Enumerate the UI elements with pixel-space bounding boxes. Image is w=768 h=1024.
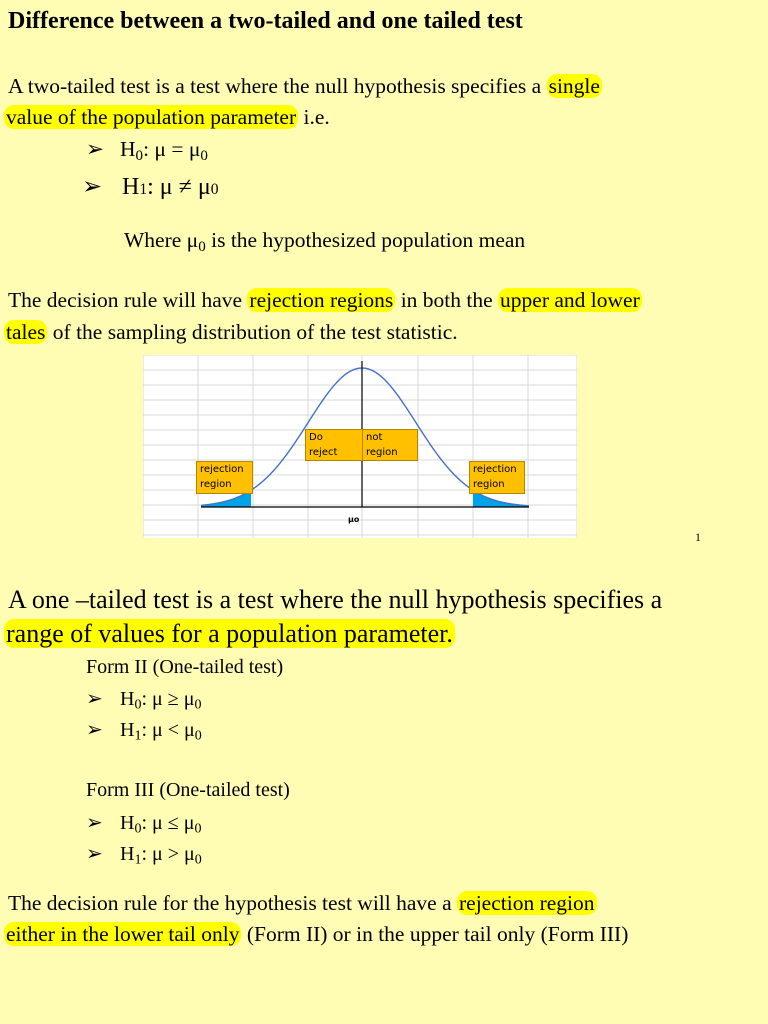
box-text: region [200,479,232,490]
right-rejection-box [469,461,525,494]
rule-text: The decision rule for the hypothesis test will have a [8,891,457,915]
not-region-box [362,429,418,461]
h-letter: H [120,688,135,710]
form3-h0 [86,810,201,838]
box-text: rejection [473,464,517,475]
one-tailed-rule-line1 [8,891,597,916]
mu-subscript: 0 [210,181,219,198]
mu-subscript: 0 [194,697,202,713]
intro-text: A two-tailed test is a test where the null hypothesis specifies a [8,74,547,98]
h-subscript: 1 [134,852,142,868]
mu0-label: μo [348,515,360,524]
rule-text: The decision rule will have [8,288,248,312]
form3-title: Form III (One-tailed test) [86,779,290,801]
highlight-upper-lower: upper and lower [500,288,640,312]
highlight-rejection-regions: rejection regions [249,288,394,312]
form2-title: Form II (One-tailed test) [86,656,284,678]
highlight-single: single [548,74,600,98]
normal-curve-figure [143,355,577,538]
highlight-value-of-parameter: value of the population parameter [6,105,297,129]
two-tailed-h1 [82,172,219,201]
h-subscript: 1 [134,728,142,744]
h-subscript: 0 [134,821,142,837]
rule-text-end: of the sampling distribution of the test statistic. [47,320,458,344]
h-letter: H [122,174,140,200]
h-expression: : μ ≠ μ [147,174,211,200]
h-letter: H [120,137,136,161]
form2-h0 [86,686,201,714]
highlight-lower-tail-only: either in the lower tail only [6,922,240,946]
h-letter: H [120,719,135,741]
highlight-rejection-region: rejection region [459,891,595,915]
box-text: not [366,432,383,443]
box-text: region [366,447,398,458]
arrow-bullet-icon: ➢ [86,812,103,834]
where-text: Where μ [124,228,199,252]
rule-text-end: (Form II) or in the upper tail only (Form III) [241,922,629,946]
highlight-tales: tales [6,320,46,344]
arrow-bullet-icon: ➢ [86,137,105,161]
where-line [124,228,525,256]
one-tailed-rule-line2 [4,922,628,947]
h-letter: H [120,843,135,865]
intro-ie: i.e. [298,105,330,129]
arrow-bullet-icon: ➢ [86,688,103,710]
one-tailed-intro-line2 [4,619,455,649]
h-letter: H [120,812,135,834]
h-expression: : μ ≥ μ [141,688,195,710]
do-reject-box [305,429,363,461]
h-expression: : μ ≤ μ [141,812,195,834]
box-text: Do [309,432,323,443]
mu-subscript: 0 [198,238,206,255]
h-subscript: 0 [134,697,142,713]
h-expression: : μ > μ [141,843,195,865]
two-tailed-h0 [86,137,208,165]
rule-line1 [8,288,642,313]
left-rejection-box [196,461,253,494]
h-subscript: 1 [139,181,148,198]
mu-subscript: 0 [194,821,202,837]
arrow-bullet-icon: ➢ [86,843,103,865]
form2-h1 [86,717,202,745]
arrow-bullet-icon: ➢ [86,719,103,741]
box-text: rejection [200,464,244,475]
mu-subscript: 0 [200,147,208,164]
page-title: Difference between a two-tailed and one tailed test [8,8,523,34]
where-text-end: is the hypothesized population mean [205,228,526,252]
mu-subscript: 0 [194,728,202,744]
form3-h1 [86,841,202,869]
rule-line2 [4,320,458,345]
arrow-bullet-icon: ➢ [82,174,103,200]
box-text: region [473,479,505,490]
two-tailed-intro-line1 [8,74,602,99]
one-tailed-intro-line1: A one –tailed test is a test where the null hypothesis specifies a [8,585,663,614]
mu-subscript: 0 [194,852,202,868]
two-tailed-intro-line2 [4,105,330,130]
highlight-range-of-values: range of values for a population parameter. [6,619,453,648]
rule-text-mid: in both the [395,288,499,312]
h-expression: : μ < μ [141,719,195,741]
page-number: 1 [695,530,701,544]
h-expression: : μ = μ [143,137,201,161]
h-subscript: 0 [135,147,144,164]
box-text: reject [309,447,338,458]
